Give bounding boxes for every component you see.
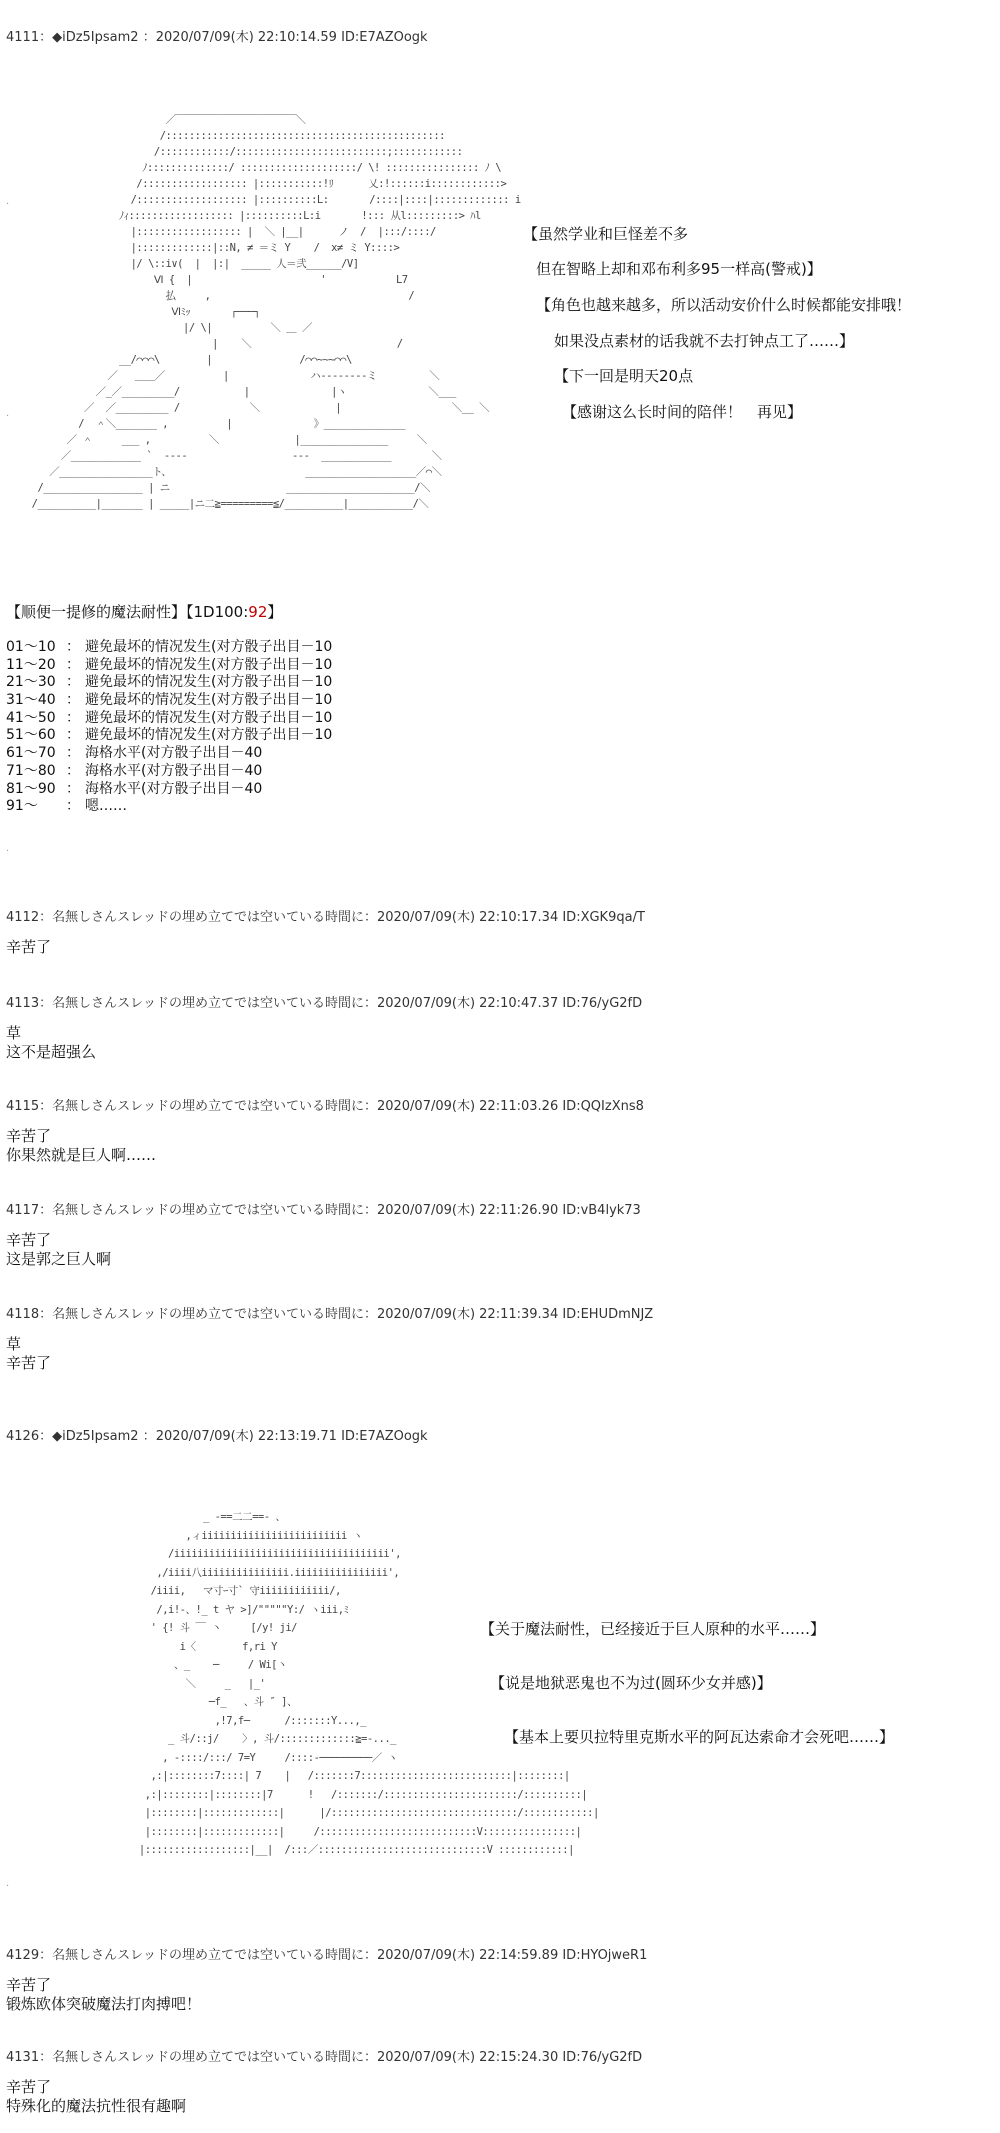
dice-sep: ：: [66, 745, 80, 762]
dice-outcome: 避免最坏的情况发生(对方骰子出目－10: [85, 639, 333, 655]
dice-title: [6, 601, 282, 622]
dice-outcome: 避免最坏的情况发生(对方骰子出目－10: [85, 727, 333, 744]
dice-range: 51～60: [6, 727, 56, 744]
post-header-4117: 4117：名無しさんスレッドの埋め立てでは空いている時間に：2020/07/09(木) 22:11:26.90 ID:vB4lyk73: [6, 1203, 641, 1218]
post-body-line: 辛苦了: [6, 2078, 52, 2096]
dice-range: 41～50: [6, 709, 56, 726]
post-body-line: 这不是超强么: [6, 1043, 97, 1061]
dice-sep: ：: [66, 780, 80, 797]
narration-line: 【说是地狱恶鬼也不为过(圆环少女并感)】: [490, 1674, 772, 1692]
post-body-line: 特殊化的魔法抗性很有趣啊: [6, 2097, 187, 2115]
dice-sep: ：: [66, 692, 80, 709]
dice-row: [6, 707, 406, 725]
separator-dot: .: [6, 1878, 10, 1889]
separator-dot: .: [6, 196, 10, 207]
dice-title-end: 】: [267, 603, 283, 621]
dice-outcome: 避免最坏的情况发生(对方骰子出目－10: [85, 656, 333, 673]
post-header-4131: 4131：名無しさんスレッドの埋め立てでは空いている時間に：2020/07/09(木) 22:15:24.30 ID:76/yG2fD: [6, 2050, 643, 2065]
post-body-line: 草: [6, 1335, 22, 1353]
dice-outcome: 海格水平(对方骰子出目－40: [85, 780, 263, 797]
separator-dot: .: [6, 408, 10, 419]
post-body-line: 锻炼欧体突破魔法打肉搏吧！: [6, 1995, 202, 2013]
narration-line: 【关于魔法耐性，已经接近于巨人原种的水平……】: [480, 1620, 826, 1638]
dice-sep: ：: [66, 798, 80, 815]
narration-line: 【基本上要贝拉特里克斯水平的阿瓦达索命才会死吧……】: [504, 1728, 895, 1746]
narration-line: 【角色也越来越多，所以活动安价什么时候都能安排哦！: [536, 296, 912, 314]
post-header-4112: 4112：名無しさんスレッドの埋め立てでは空いている時間に：2020/07/09(木) 22:10:17.34 ID:XGK9qa/T: [6, 910, 645, 925]
narration-line: 但在智略上却和邓布利多95一样高(警戒)】: [536, 260, 822, 278]
dice-sep: ：: [66, 656, 80, 673]
dice-range: 61～70: [6, 745, 56, 762]
dice-range: 71～80: [6, 762, 56, 779]
dice-range: 31～40: [6, 692, 56, 709]
dice-range: 01～10: [6, 639, 56, 655]
dice-outcome: 避免最坏的情况发生(对方骰子出目－10: [85, 674, 333, 691]
separator-dot: .: [6, 843, 10, 854]
narration-line: 如果没点素材的话我就不去打钟点工了……】: [554, 332, 855, 350]
dice-range: 81～90: [6, 780, 56, 797]
dice-row: [6, 742, 406, 760]
post-body-line: 你果然就是巨人啊……: [6, 1146, 157, 1164]
dice-row: [6, 636, 406, 654]
post-body-line: 这是郭之巨人啊: [6, 1250, 112, 1268]
dice-sep: ：: [66, 674, 80, 691]
dice-row: [6, 778, 406, 796]
dice-range: 91～: [6, 798, 38, 815]
post-header-4129: 4129：名無しさんスレッドの埋め立てでは空いている時間に：2020/07/09(木) 22:14:59.89 ID:HYOjweR1: [6, 1948, 648, 1963]
post-header-4118: 4118：名無しさんスレッドの埋め立てでは空いている時間に：2020/07/09(木) 22:11:39.34 ID:EHUDmNJZ: [6, 1307, 654, 1322]
dice-outcome: 海格水平(对方骰子出目－40: [85, 762, 263, 779]
post-header-4113: 4113：名無しさんスレッドの埋め立てでは空いている時間に：2020/07/09(木) 22:10:47.37 ID:76/yG2fD: [6, 996, 643, 1011]
dice-row-selected: [6, 795, 406, 813]
post-body-line: 辛苦了: [6, 938, 52, 956]
dice-roll-value: 92: [248, 603, 268, 621]
dice-outcome: 避免最坏的情况发生(对方骰子出目－10: [85, 692, 333, 709]
post-body-line: 辛苦了: [6, 1976, 52, 1994]
post-body-line: 辛苦了: [6, 1231, 52, 1249]
dice-row: [6, 724, 406, 742]
post-body-line: 辛苦了: [6, 1127, 52, 1145]
dice-row: [6, 760, 406, 778]
dice-outcome: 嗯……: [85, 798, 127, 815]
dice-row: [6, 654, 406, 672]
dice-row: [6, 689, 406, 707]
dice-row: [6, 671, 406, 689]
post-body-line: 草: [6, 1024, 22, 1042]
dice-outcome: 海格水平(对方骰子出目－40: [85, 745, 263, 762]
dice-outcome: 避免最坏的情况发生(对方骰子出目－10: [85, 709, 333, 726]
dice-range: 21～30: [6, 674, 56, 691]
narration-line: 【虽然学业和巨怪差不多: [523, 225, 689, 243]
ascii-art-character-2: _ -==二二==- 、 ,ィiiiiiiiiiiiiiiiiiiiiiiiii ヽ /iiiiiiiiiiiiiiiiiiiiiiiiiiiiiiiiiiiii', ,/iiii八iiiiiiiiiiiiiii.iiiiiiiiiiiiiiii', /iiii, マ寸ｰ寸` 守iiiiiiiiiiii/, /,i!-、!_ t ヤ >]/"""""Y:/ ヽiii,ﾐ ' {! 斗 ￣ 丶 [/y! ji/ i〈 f,ri Y 、_ ─ / Wi[丶 ＼ _ |_' ─f_ 、斗 ″ ]、 ,!7,f─ /:::::::Y...,_ _ 斗/::j/ 〉, 斗/:::::::::::::≧=-..._ , -::::/:::/ 7=Y /::::-─────────／ ヽ ,:|::::::::7::::| 7 | /:::::::7::::::::::::::::::::::::::|::::::::| ,:|::::::::|::::::::|7 ! /:::::::/:::::::::::::::::::::::/::::::::::| |::::::::|:::::::::::::| |/::::::::::::::::::::::::::::::::/::::::::::::| |::::::::|:::::::::::::| /:::::::::::::::::::::::::::V::::::::::::::::| |::::::::::::::::::|__| /:::／:::::::::::::::::::::::::::::V ::::::::::::|: [138, 1511, 599, 1856]
dice-sep: ：: [66, 709, 80, 726]
post-header-4111: 4111：◆iDz5Ipsam2 ：2020/07/09(木) 22:10:14.59 ID:E7AZOogk: [6, 30, 428, 45]
dice-title-text: 【顺便一提修的魔法耐性】【1D100:: [6, 603, 249, 621]
dice-sep: ：: [66, 727, 80, 744]
post-header-4126: 4126：◆iDz5Ipsam2 ：2020/07/09(木) 22:13:19.71 ID:E7AZOogk: [6, 1429, 428, 1444]
dice-sep: ：: [66, 762, 80, 779]
narration-line: 【感谢这么长时间的陪伴！ 再见】: [562, 403, 803, 421]
post-body-line: 辛苦了: [6, 1354, 52, 1372]
ascii-art-character-1: ／￣￣￣￣￣￣￣￣￣￣￣￣＼ /:::::::::::::::::::::::::::::::::::::::::::::::: /::::::::::::/::::::::::::::::::::::::::;:::::::::::: ﾉ::::::::::::::/ ::::::::::::::::::::/ \! :::::::::::::::: ﾉ \ /:::::::::::::::::: |:::::::::::!ﾘ 乂:!::::::i::::::::::::> /::::::::::::::::::: |::::::::::L: /::::|::::|::::::::::::: i ﾉｨ:::::::::::::::::: |::::::::::L:i !::: 从l:::::::::> ﾊl |:::::::::::::::::: | ＼ |__| ノ / |:::/::::/ |:::::::::::::|::N, ≠ ＝ミ Y / x≠ ミ Y::::> |/ \::i∨( | |:| _____ 人＝弐______/V] Ⅵ { | ' L7 払 , / Ⅵﾐｯ ┌───┐ |/ \| ＼ ＿ ／ | ＼ / __/⌒⌒⌒\ | /⌒⌒~~~⌒⌒\ ／ ＿＿／ | ハ--------ミ ＼ ／_／_________/ | |ヽ ＼___ ／ ／_________ / ＼ | ＼__ ＼ / ＾＼_______ , | 》______________ ／ ＾ ___ , ＼ |_______________ ＼ ／____________ ` ---- --- ____________ ＼ ／________________ト、 ___________________／⌒＼ /_________________ | ニ ______________________/＼ /__________|_______ | _____|ニ二≧=========≦/__________|___________/＼: [31, 114, 521, 510]
narration-line: 【下一回是明天20点: [554, 367, 694, 385]
dice-table: [6, 636, 406, 813]
dice-sep: ：: [66, 639, 80, 655]
dice-range: 11～20: [6, 656, 56, 673]
post-header-4115: 4115：名無しさんスレッドの埋め立てでは空いている時間に：2020/07/09(木) 22:11:03.26 ID:QQIzXns8: [6, 1099, 644, 1114]
